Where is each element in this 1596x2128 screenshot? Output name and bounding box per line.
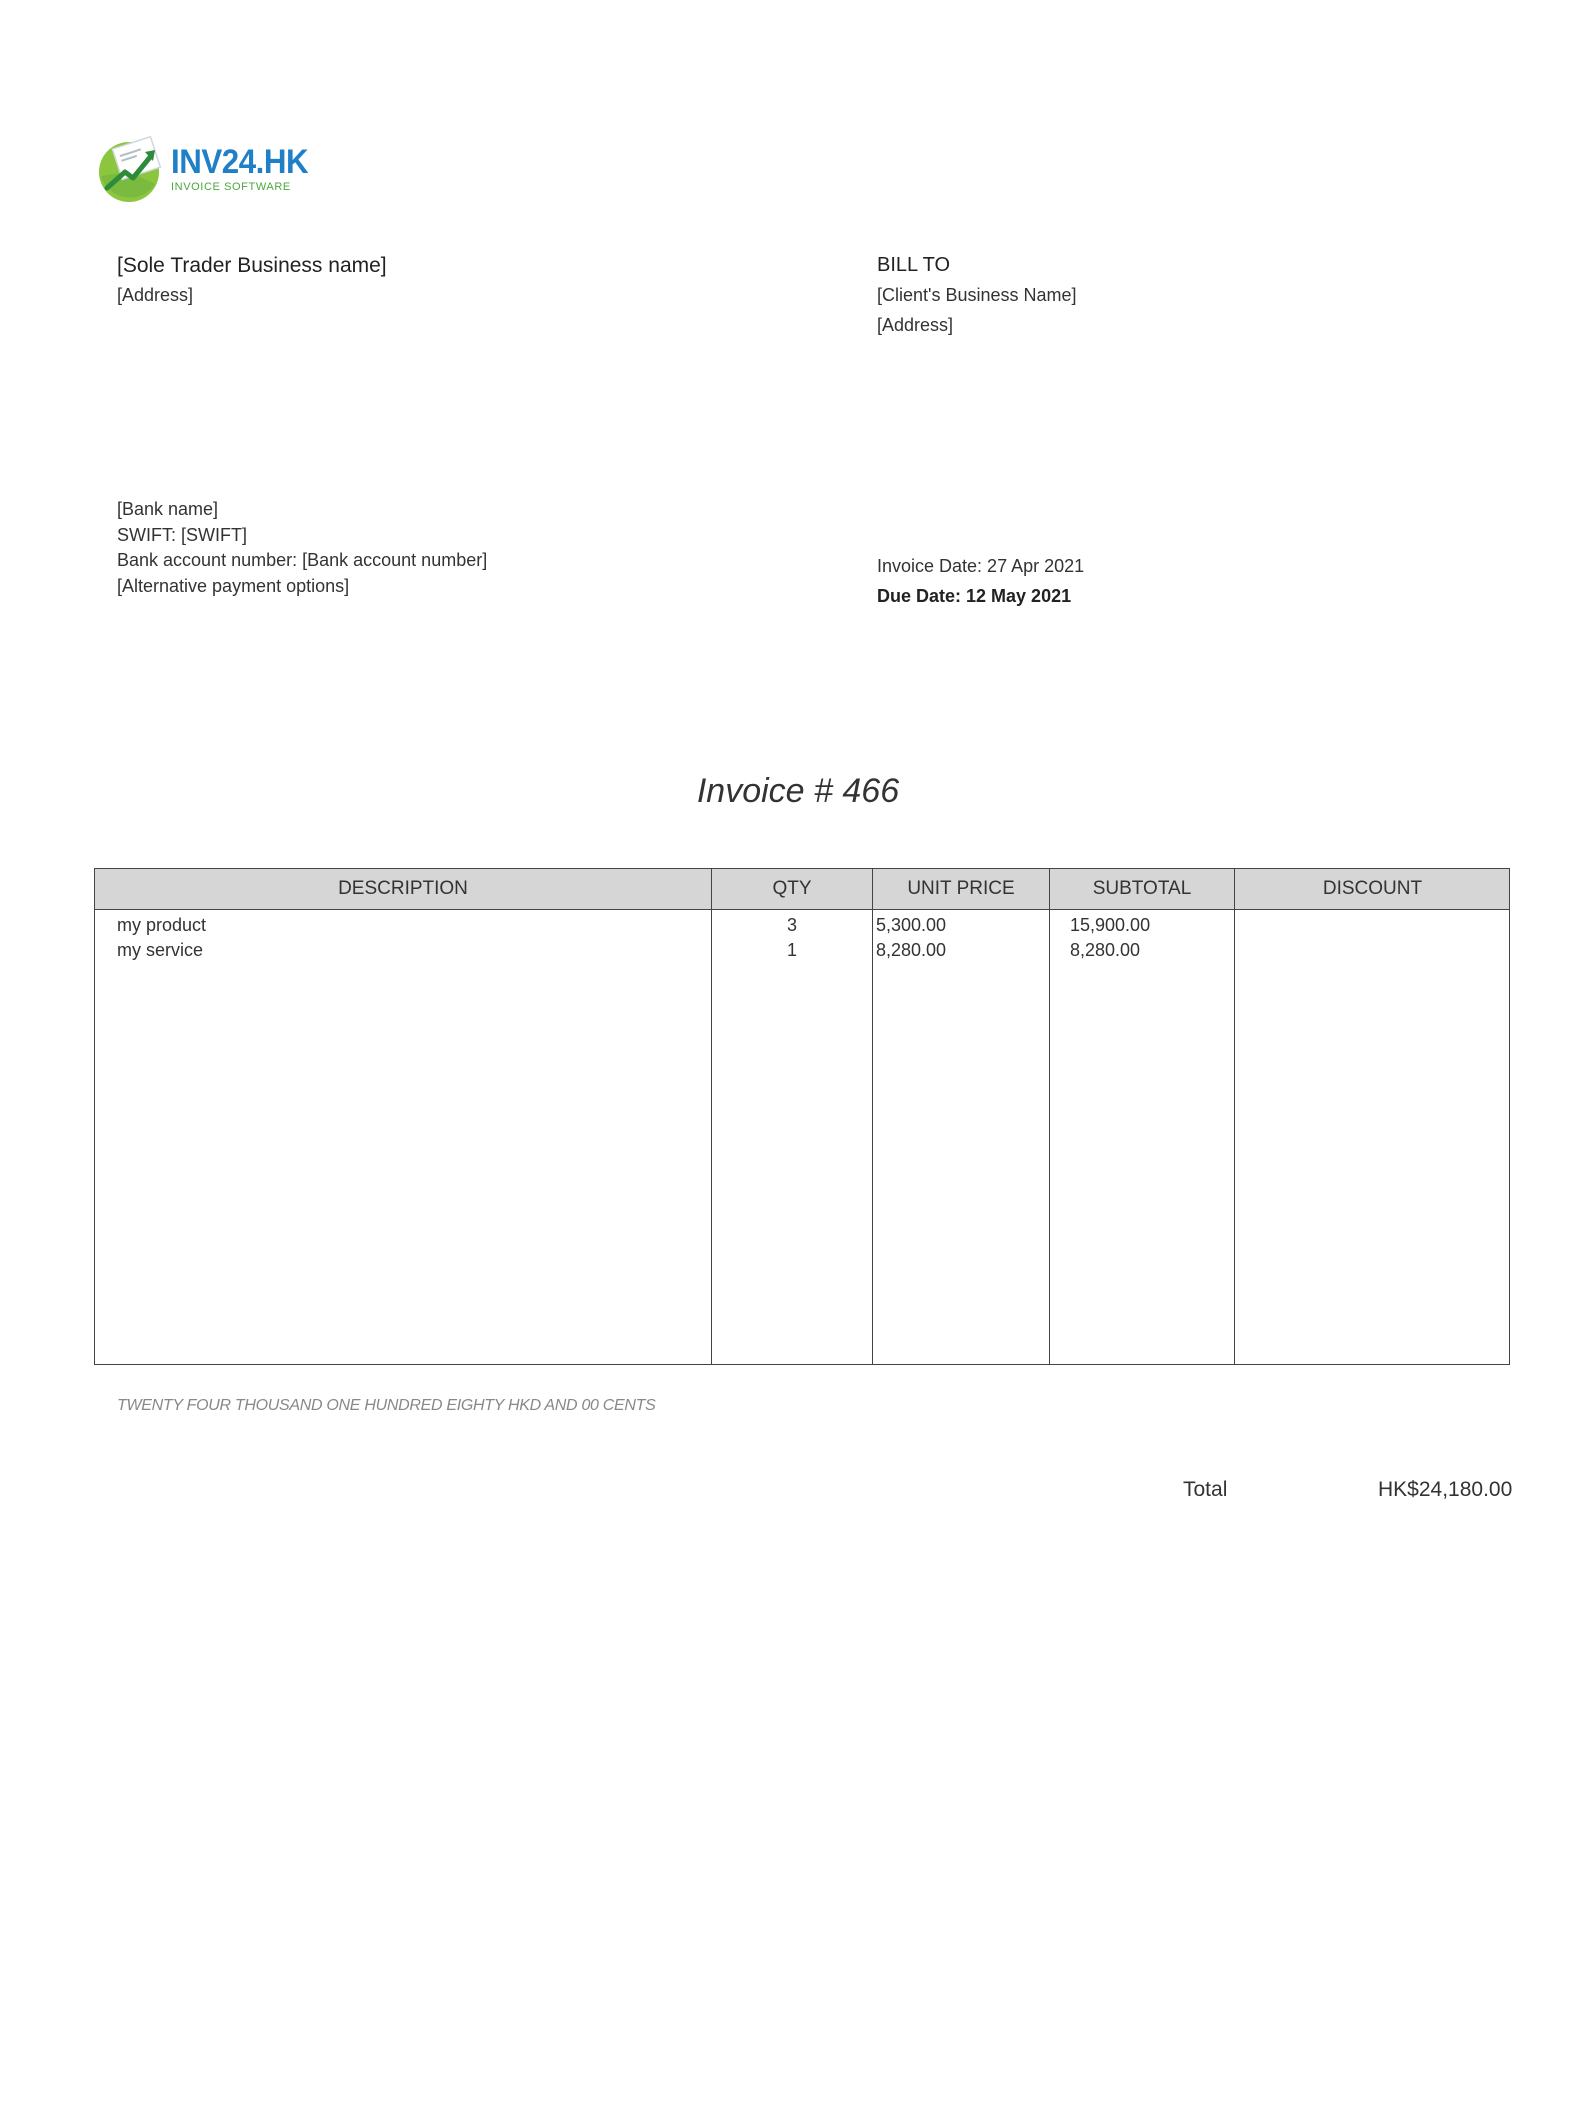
column-description — [95, 869, 712, 1364]
row-1-discount — [1235, 913, 1510, 938]
row-1-subtotal: 15,900.00 — [1070, 915, 1151, 935]
total-value: HK$24,180.00 — [1378, 1478, 1513, 1501]
column-discount — [1235, 869, 1510, 1364]
header-discount: DISCOUNT — [1322, 878, 1423, 899]
seller-address: [Address] — [117, 285, 194, 305]
row-1-unit-price: 5,300.00 — [876, 915, 947, 935]
header-subtotal: SUBTOTAL — [1092, 878, 1192, 899]
bank-details — [117, 497, 487, 599]
invoice-title: Invoice # 466 — [696, 772, 900, 810]
company-logo — [95, 136, 320, 202]
row-2-subtotal: 8,280.00 — [1070, 940, 1141, 960]
seller-name: [Sole Trader Business name] — [117, 254, 387, 277]
column-unit-price — [873, 869, 1050, 1364]
logo-title: INV24.HK — [171, 143, 309, 181]
header-unit-price: UNIT PRICE — [907, 878, 1015, 899]
column-subtotal — [1050, 869, 1235, 1364]
bill-to-title: BILL TO — [877, 254, 951, 276]
line-items-table — [94, 868, 1510, 1365]
row-2-description: my service — [117, 940, 204, 960]
bank-name: [Bank name] — [117, 499, 219, 519]
row-1-description: my product — [117, 915, 207, 935]
row-1-qty: 3 — [786, 915, 797, 935]
client-name: [Client's Business Name] — [877, 285, 1077, 305]
row-2-unit-price: 8,280.00 — [876, 940, 947, 960]
due-date: Due Date: 12 May 2021 — [877, 586, 1072, 606]
alternative-payment: [Alternative payment options] — [117, 575, 350, 596]
bank-account: Bank account number: [Bank account number] — [117, 550, 488, 570]
column-qty — [712, 869, 873, 1364]
row-2-qty: 1 — [786, 940, 797, 960]
total-label: Total — [1183, 1478, 1228, 1501]
logo-icon — [95, 136, 165, 202]
invoice-date: Invoice Date: 27 Apr 2021 — [877, 556, 1085, 576]
header-qty: QTY — [772, 878, 812, 899]
header-description: DESCRIPTION — [338, 878, 468, 899]
bank-swift: SWIFT: [SWIFT] — [117, 524, 247, 545]
client-address: [Address] — [877, 315, 954, 335]
logo-subtitle: INVOICE SOFTWARE — [171, 181, 291, 193]
row-2-discount — [1235, 938, 1510, 963]
amount-in-words: TWENTY FOUR THOUSAND ONE HUNDRED EIGHTY HKD AND 00 CENTS — [117, 1397, 656, 1414]
